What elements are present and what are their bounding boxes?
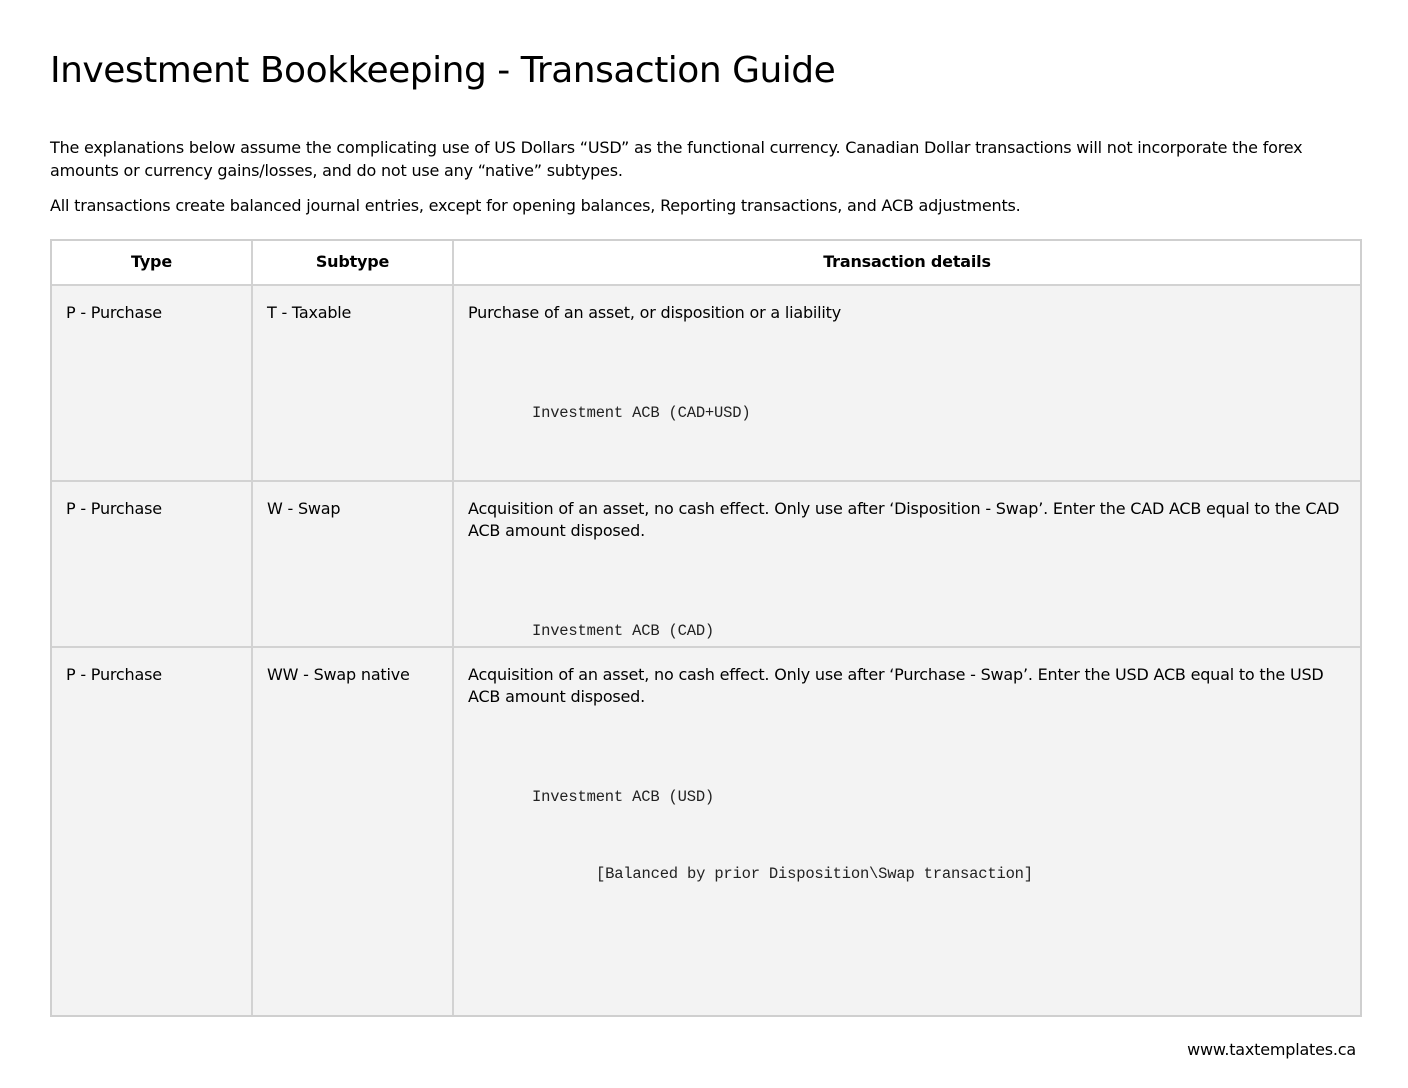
column-header-details: Transaction details <box>823 252 991 271</box>
journal-credit-line: [Balanced by prior Disposition\Swap transaction] <box>596 864 1033 883</box>
type-cell: P - Purchase <box>52 286 253 480</box>
details-cell <box>454 482 1360 646</box>
table-row <box>52 480 1360 646</box>
type-cell: P - Purchase <box>52 482 253 646</box>
transaction-guide-table <box>50 239 1362 1017</box>
subtype-cell: WW - Swap native <box>253 648 454 1015</box>
details-cell <box>454 648 1360 1015</box>
subtype-cell: W - Swap <box>253 482 454 646</box>
details-cell <box>454 286 1360 480</box>
intro-paragraph: The explanations below assume the complicating use of US Dollars “USD” as the functional currency. Canadian Dollar transactions will not incorporate the forex amounts or currency gains/losses, and do not use any “native” subtypes. <box>50 138 1303 180</box>
journal-debit-line: Investment ACB (CAD) <box>532 622 715 641</box>
table-row <box>52 646 1360 1015</box>
detail-description: Acquisition of an asset, no cash effect. Only use after ‘Disposition - Swap’. Enter the CAD ACB equal to the CAD ACB amount disposed. <box>468 499 1340 540</box>
type-cell: P - Purchase <box>52 648 253 1015</box>
journal-entry <box>532 734 1346 939</box>
detail-description: Acquisition of an asset, no cash effect. Only use after ‘Purchase - Swap’. Enter the USD ACB equal to the USD ACB amount disposed. <box>468 665 1324 706</box>
intro-paragraph: All transactions create balanced journal entries, except for opening balances, Reporting transactions, and ACB adjustments. <box>50 196 1021 215</box>
page-title: Investment Bookkeeping - Transaction Guide <box>50 50 836 91</box>
subtype-cell: T - Taxable <box>253 286 454 480</box>
detail-description: Purchase of an asset, or disposition or a liability <box>468 303 841 322</box>
table-row <box>52 284 1360 480</box>
column-header-type: Type <box>52 241 253 284</box>
journal-debit-line: Investment ACB (CAD+USD) <box>532 404 751 423</box>
journal-debit-line: Investment ACB (USD) <box>532 788 715 807</box>
table-header-row <box>52 241 1360 284</box>
footer-website-link[interactable]: www.taxtemplates.ca <box>1187 1040 1356 1059</box>
column-header-subtype: Subtype <box>253 241 454 284</box>
intro-section <box>50 136 1350 217</box>
